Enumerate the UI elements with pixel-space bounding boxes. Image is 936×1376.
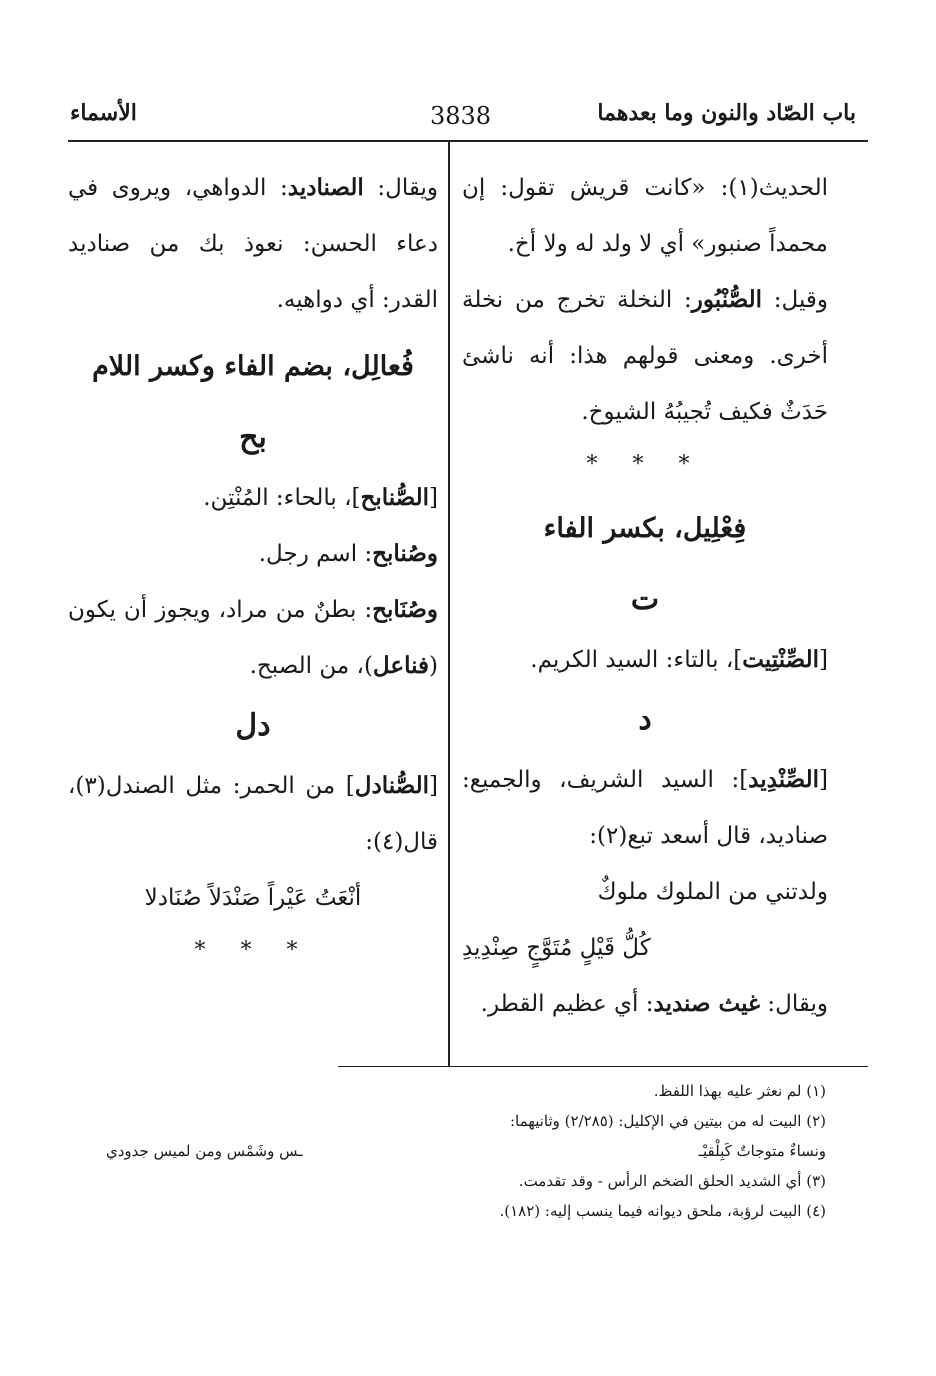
entry-term: الصِّنْدِيد bbox=[748, 766, 820, 793]
entry-definition: ]: السيد الشريف، والجميع: صناديد، قال أسعد تبع(٢): bbox=[462, 767, 828, 849]
letter-heading: بح bbox=[239, 420, 267, 455]
entry-term: غيث صنديد bbox=[653, 990, 761, 1017]
entry-definition: : أي عظيم القطر. bbox=[480, 991, 654, 1017]
letter-heading: د bbox=[638, 702, 652, 737]
entry-definition: : اسم رجل. bbox=[258, 541, 373, 567]
footnote-rule bbox=[338, 1066, 868, 1067]
entry-sunabih-tribe bbox=[68, 582, 438, 694]
letter-heading: ت bbox=[630, 582, 660, 617]
entry-definition: ]، بالحاء: المُنْتِن. bbox=[203, 485, 361, 511]
entry-prefix: [ bbox=[429, 773, 438, 799]
verse-line-1: ولدتني من الملوك ملوكٌ bbox=[597, 879, 828, 905]
section-separator: * * * bbox=[586, 452, 704, 477]
entry-definition-end: )، من الصبح. bbox=[249, 653, 373, 679]
verse-hemistich-1: ونساءٌ متوجاتٌ كَبِلْقيْـ bbox=[698, 1142, 826, 1160]
entry-sunadil bbox=[68, 758, 438, 870]
entry-ghayth-sindid bbox=[462, 976, 828, 1032]
verse-hemistich-2: ـس وشَمْس ومن لميس جدودي bbox=[106, 1142, 303, 1160]
entry-term: وصُنابح bbox=[372, 540, 438, 567]
entry-suntit bbox=[462, 632, 828, 688]
entry-pattern: فناعل bbox=[372, 652, 430, 679]
entry-term: الصناديد bbox=[287, 174, 364, 201]
letter-heading: دل bbox=[235, 708, 271, 743]
entry-sunabih-name bbox=[68, 526, 438, 582]
entry-definition: : الدواهي، ويروى في دعاء الحسن: نعوذ بك من صناديد القدر: أي دواهيه. bbox=[68, 175, 438, 313]
entry-prefix: ويقال: bbox=[760, 991, 828, 1017]
header-category-title: الأسماء bbox=[70, 100, 137, 126]
section-separator: * * * bbox=[194, 938, 312, 963]
verse-line-2: كُلُّ قَيْلٍ مُتَوَّجٍ صِنْدِيدِ bbox=[462, 935, 651, 961]
entry-term: الصُّنْبُور bbox=[691, 286, 762, 313]
entry-term: الصُّنادل bbox=[354, 772, 430, 799]
entry-sunabih bbox=[68, 470, 438, 526]
entry-sunbur bbox=[462, 272, 828, 440]
entry-prefix: [ bbox=[429, 485, 438, 511]
left-column bbox=[68, 160, 438, 976]
entry-term: الصُّنابح bbox=[360, 484, 430, 511]
footnote-2: (٢) البيت له من بيتين في الإكليل: (٢/٢٨٥) وثانيهما: bbox=[509, 1112, 826, 1130]
entry-prefix: وقيل: bbox=[762, 287, 828, 313]
footnote-4: (٤) البيت لرؤبة، ملحق ديوانه فيما ينسب إليه: (١٨٢). bbox=[499, 1202, 826, 1220]
header-rule bbox=[68, 140, 868, 142]
entry-hadith: الحديث(١): «كانت قريش تقول: إن محمداً صنبور» أي لا ولد له ولا أخ. bbox=[462, 175, 828, 257]
entry-sindid bbox=[462, 752, 828, 864]
entry-term: وصُنَابح bbox=[372, 596, 438, 623]
entry-definition: : بطنٌ من مراد، ويجوز أن يكون ( bbox=[68, 597, 438, 679]
footnotes bbox=[106, 1076, 826, 1226]
section-heading: فُعالِل، بضم الفاء وكسر اللام bbox=[92, 351, 414, 382]
entry-definition: ] من الحمر: مثل الصندل(٣)، قال(٤): bbox=[68, 773, 438, 855]
footnote-1: (١) لم نعثر عليه بهذا اللفظ. bbox=[653, 1082, 826, 1100]
entry-term: الصِّنْتِيت bbox=[742, 646, 820, 673]
section-heading: فِعْلِيل، بكسر الفاء bbox=[543, 513, 747, 544]
entry-definition: ]، بالتاء: السيد الكريم. bbox=[530, 647, 743, 673]
entry-prefix: [ bbox=[819, 647, 828, 673]
footnote-2-verse bbox=[106, 1136, 826, 1166]
entry-sanadid bbox=[68, 160, 438, 328]
column-divider bbox=[448, 140, 450, 1066]
header-section-title: باب الصّاد والنون وما بعدهما bbox=[597, 100, 856, 126]
verse-line: أنْعَتُ عَيْراً صَنْدَلاً صُنَادلا bbox=[144, 885, 362, 911]
right-column bbox=[462, 160, 828, 1032]
entry-definition: : النخلة تخرج من نخلة أخرى. ومعنى قولهم هذا: أنه ناشئ حَدَثٌ فكيف تُجيبُهُ الشيوخ. bbox=[462, 287, 828, 425]
entry-prefix: [ bbox=[819, 767, 828, 793]
page-number: 3838 bbox=[430, 102, 492, 130]
footnote-3: (٣) أي الشديد الحلق الضخم الرأس - وقد تقدمت. bbox=[518, 1172, 826, 1190]
entry-prefix: ويقال: bbox=[363, 175, 438, 201]
